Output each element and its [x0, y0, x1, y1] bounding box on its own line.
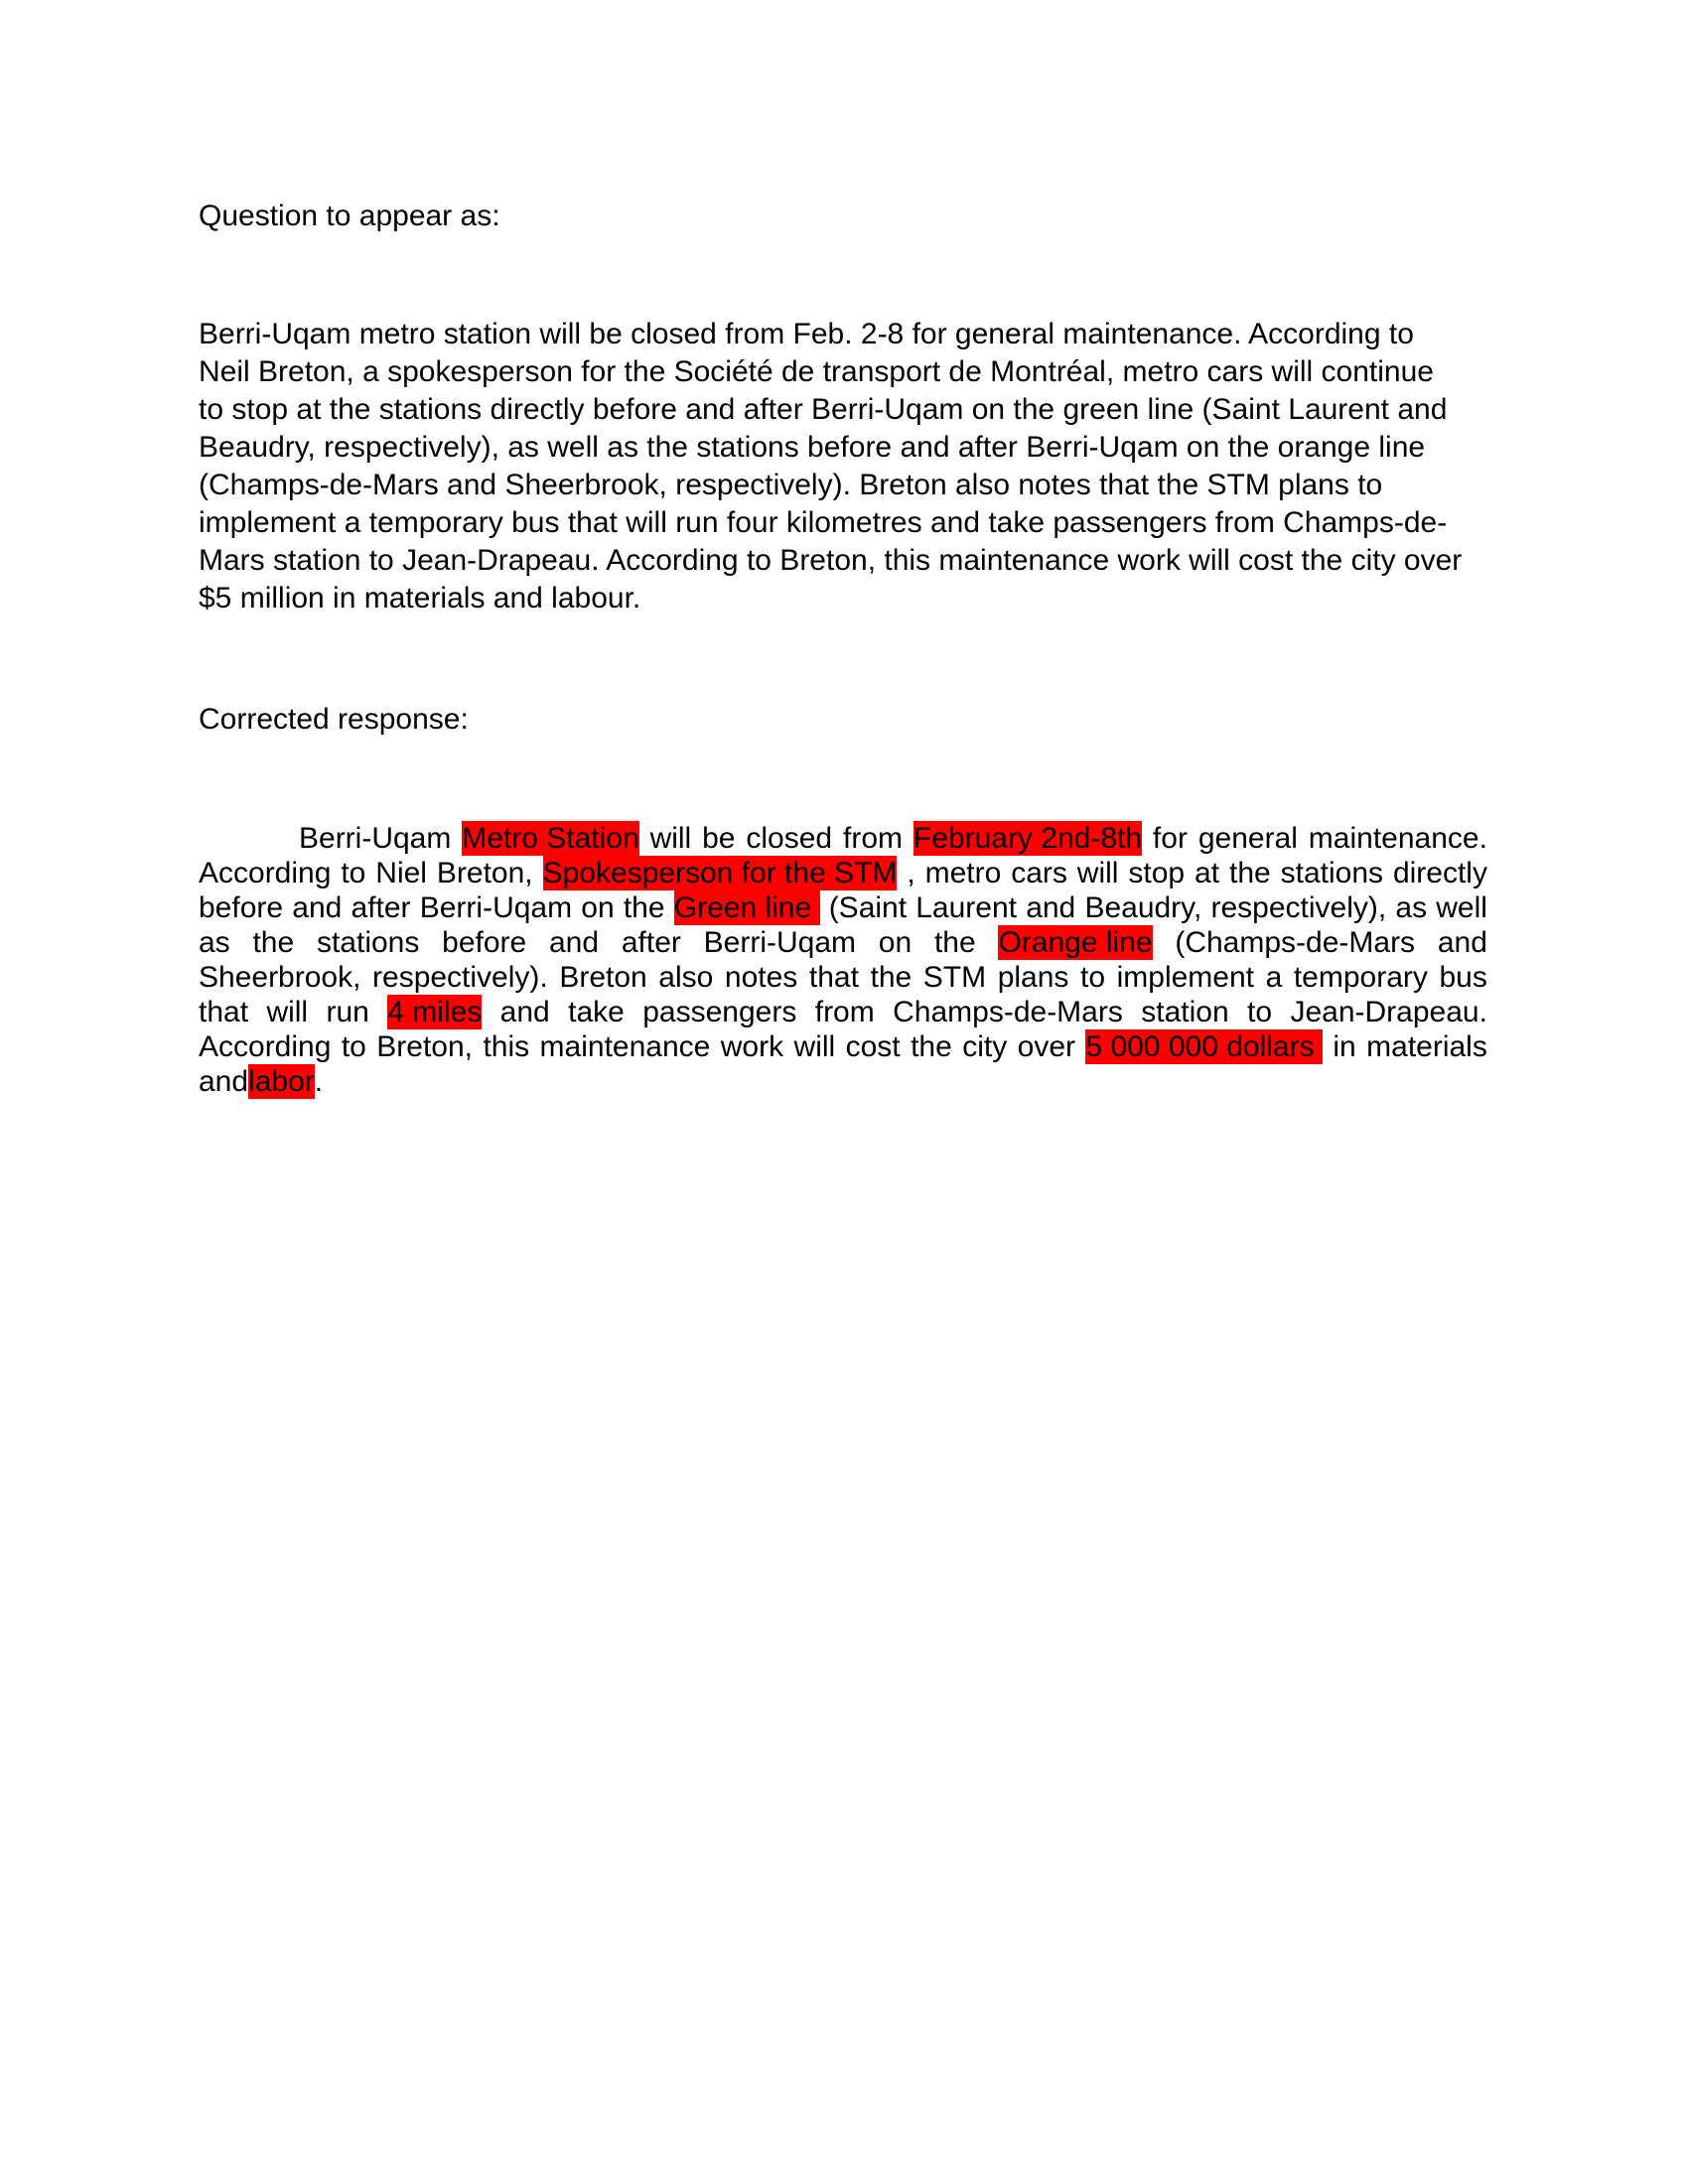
word: and — [292, 891, 343, 924]
word: will — [266, 996, 309, 1028]
word: (Saint — [828, 891, 908, 924]
word: at — [1195, 857, 1220, 889]
highlighted-correction: Green line — [673, 891, 820, 924]
word: cars — [1011, 857, 1067, 889]
word: as — [199, 926, 230, 959]
word: for — [1152, 822, 1188, 855]
word: after — [351, 891, 411, 924]
question-line: to stop at the stations directly before and after Berri-Uqam on the green line (Saint Laurent and — [199, 393, 1448, 426]
question-heading: Question to appear as: — [199, 200, 500, 232]
word: (Champs-de-Mars — [1175, 926, 1416, 959]
word: on — [581, 891, 615, 924]
word: notes — [724, 961, 798, 994]
question-line: (Champs-de-Mars and Sheerbrook, respectively). Breton also notes that the STM plans to — [199, 469, 1383, 501]
word: Sheerbrook, — [199, 961, 361, 994]
word: closed — [746, 822, 833, 855]
word: Laurent — [915, 891, 1017, 924]
word: to — [341, 857, 366, 889]
highlighted-correction: Orange line — [998, 926, 1153, 959]
word: before — [199, 891, 284, 924]
question-line: $5 million in materials and labour. — [199, 582, 641, 614]
word: Breton — [559, 961, 647, 994]
highlighted-correction: labor — [248, 1065, 315, 1098]
word: the — [911, 1030, 952, 1063]
word: city — [962, 1030, 1008, 1063]
word: also — [658, 961, 714, 994]
word: to — [1080, 961, 1106, 994]
word: the — [252, 926, 295, 959]
word: stations — [316, 926, 420, 959]
word: station — [1141, 996, 1229, 1028]
corrected-line — [199, 1064, 1487, 1099]
word: the — [623, 891, 665, 924]
word: well — [1436, 891, 1487, 924]
word: , — [907, 857, 915, 889]
word: cost — [845, 1030, 901, 1063]
word: in — [1333, 1030, 1356, 1063]
word: to — [1247, 996, 1273, 1028]
word: the — [870, 961, 913, 994]
word: plans — [997, 961, 1069, 994]
word: According — [199, 857, 332, 889]
word: before — [442, 926, 527, 959]
word: According — [199, 1030, 332, 1063]
word: that — [199, 996, 249, 1028]
word: from — [814, 996, 875, 1028]
word: the — [1228, 857, 1271, 889]
word: and — [1026, 891, 1076, 924]
word: Berri-Uqam — [299, 822, 452, 855]
corrected-line — [199, 925, 1487, 960]
word: run — [326, 996, 369, 1028]
word: directly — [1392, 857, 1487, 889]
word: materials — [1366, 1030, 1487, 1063]
question-line: Berri-Uqam metro station will be closed from Feb. 2-8 for general maintenance. According to — [199, 318, 1414, 350]
word: will — [649, 822, 692, 855]
word: after — [621, 926, 681, 959]
word: stations — [1280, 857, 1384, 889]
question-line: Beaudry, respectively), as well as the stations before and after Berri-Uqam on the orange line — [199, 431, 1426, 464]
word: and — [549, 926, 600, 959]
question-paragraph — [199, 316, 1487, 617]
word: and — [199, 1065, 249, 1098]
word: to — [341, 1030, 366, 1063]
word: STM — [922, 961, 987, 994]
word: Beaudry, — [1084, 891, 1202, 924]
word: maintenance. — [1308, 822, 1487, 855]
word: Breton, — [436, 857, 533, 889]
word: bus — [1439, 961, 1487, 994]
word: implement — [1116, 961, 1254, 994]
corrected-line — [199, 821, 1487, 856]
word: from — [843, 822, 903, 855]
word: Champs-de-Mars — [893, 996, 1123, 1028]
word: stop — [1128, 857, 1186, 889]
word: maintenance — [539, 1030, 711, 1063]
question-line: implement a temporary bus that will run four kilometres and take passengers from Champs-de- — [199, 506, 1448, 539]
word: and — [1437, 926, 1487, 959]
word: metro — [924, 857, 1002, 889]
highlighted-correction: Spokesperson for the STM — [542, 857, 898, 889]
word: over — [1017, 1030, 1075, 1063]
highlighted-correction: 4 miles — [387, 996, 483, 1028]
corrected-paragraph — [199, 821, 1487, 1099]
word: general — [1197, 822, 1298, 855]
word: work — [720, 1030, 784, 1063]
question-line: Neil Breton, a spokesperson for the Société de transport de Montréal, metro cars will continue — [199, 355, 1434, 388]
word: and — [499, 996, 550, 1028]
word: on — [878, 926, 913, 959]
question-line: Mars station to Jean-Drapeau. According to Breton, this maintenance work will cost the city over — [199, 544, 1463, 577]
word: as — [1395, 891, 1428, 924]
word: Jean-Drapeau. — [1290, 996, 1487, 1028]
word: a — [1265, 961, 1283, 994]
corrected-line — [199, 1029, 1487, 1064]
word: Niel — [375, 857, 427, 889]
word: take — [568, 996, 625, 1028]
word: Berri-Uqam — [419, 891, 573, 924]
highlighted-correction: Metro Station — [462, 822, 639, 855]
word: this — [483, 1030, 530, 1063]
word: that — [808, 961, 859, 994]
corrected-heading: Corrected response: — [199, 703, 469, 736]
word: will — [1076, 857, 1119, 889]
corrected-line — [199, 890, 1487, 925]
highlighted-correction: 5 000 000 dollars — [1085, 1030, 1323, 1063]
corrected-line — [199, 995, 1487, 1029]
word: will — [793, 1030, 836, 1063]
word: Breton, — [376, 1030, 474, 1063]
highlighted-correction: February 2nd-8th — [913, 822, 1143, 855]
word: Berri-Uqam — [703, 926, 857, 959]
corrected-line — [199, 856, 1487, 890]
word: respectively), — [1210, 891, 1387, 924]
corrected-line — [199, 960, 1487, 995]
word: be — [702, 822, 736, 855]
word: the — [933, 926, 976, 959]
word: respectively). — [372, 961, 548, 994]
word: temporary — [1293, 961, 1428, 994]
word: passengers — [642, 996, 797, 1028]
word: . — [314, 1065, 324, 1098]
